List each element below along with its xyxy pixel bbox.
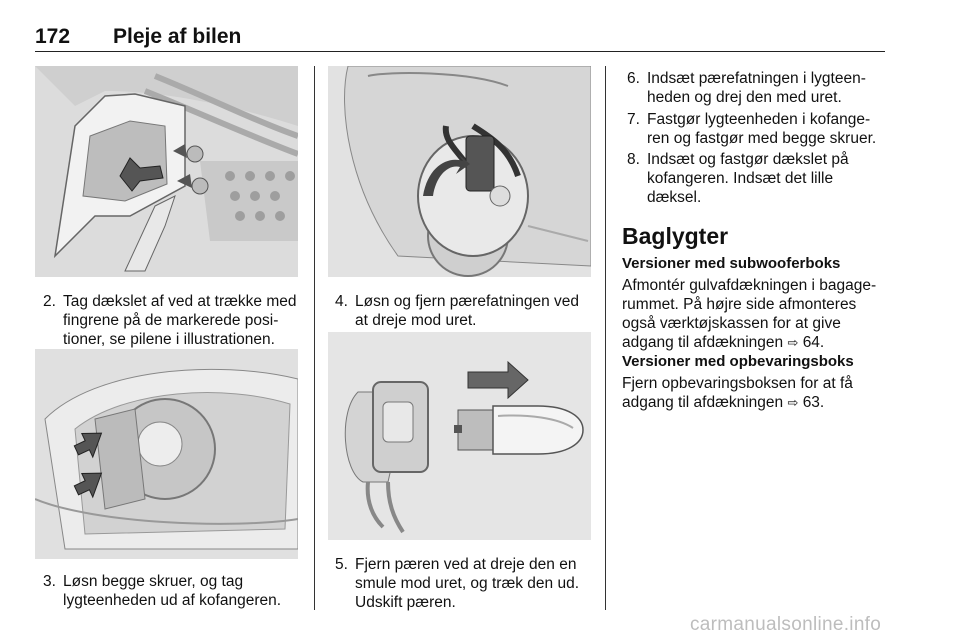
paragraph-line-with-ref xyxy=(622,333,892,352)
step-line: Indsæt og fastgør dækslet på xyxy=(647,151,849,168)
paragraph-line: Afmontér gulvafdækningen i bagage- xyxy=(622,277,877,294)
paragraph-text: adgang til afdækningen xyxy=(622,334,784,351)
step-line: Løsn begge skruer, og tag xyxy=(63,573,244,590)
step-line: lygteenheden ud af kofangeren. xyxy=(63,592,282,609)
page-title: Pleje af bilen xyxy=(113,25,242,48)
step-line: tioner, se pilene i illustrationen. xyxy=(63,331,275,348)
step-7 xyxy=(627,110,892,150)
step-3 xyxy=(43,572,305,612)
figure-bulb-removal xyxy=(328,332,591,540)
column-divider-1 xyxy=(314,66,315,610)
paragraph-subwoofer xyxy=(622,276,892,352)
page-number: 172 xyxy=(35,25,71,48)
header-rule xyxy=(35,51,885,52)
step-4 xyxy=(335,292,597,332)
step-number: 6. xyxy=(627,70,640,87)
step-6 xyxy=(627,69,892,109)
page-reference-icon: ⇨ xyxy=(787,335,799,350)
paragraph-line-with-ref xyxy=(622,393,892,412)
figure-bulb-holder xyxy=(328,66,591,277)
section-heading: Baglygter xyxy=(622,223,729,249)
step-line: smule mod uret, og træk den ud. xyxy=(355,575,580,592)
step-number: 7. xyxy=(627,111,640,128)
step-text xyxy=(647,150,849,207)
step-number: 4. xyxy=(335,293,348,310)
step-line: Løsn og fjern pærefatningen ved xyxy=(355,293,580,310)
column-divider-2 xyxy=(605,66,606,610)
paragraph-line: også værktøjskassen for at give xyxy=(622,315,841,332)
step-line: Tag dækslet af ved at trække med xyxy=(63,293,297,310)
step-line: at dreje mod uret. xyxy=(355,312,477,329)
step-line: Fastgør lygteenheden i kofange- xyxy=(647,111,871,128)
step-line: dæksel. xyxy=(647,189,702,206)
step-text xyxy=(63,292,296,349)
step-line: heden og drej den med uret. xyxy=(647,89,842,106)
subheading-storage-box: Versioner med opbevaringsboks xyxy=(622,353,854,370)
watermark: carmanualsonline.info xyxy=(690,614,882,635)
paragraph-text: adgang til afdækningen xyxy=(622,394,784,411)
step-text xyxy=(355,292,579,330)
step-number: 8. xyxy=(627,151,640,168)
step-line: Fjern pæren ved at dreje den en xyxy=(355,556,577,573)
step-number: 5. xyxy=(335,556,348,573)
page-reference-icon: ⇨ xyxy=(787,395,799,410)
paragraph-line: Fjern opbevaringsboksen for at få xyxy=(622,375,853,392)
step-number: 3. xyxy=(43,573,56,590)
step-text xyxy=(355,555,579,612)
step-2 xyxy=(43,292,305,352)
step-8 xyxy=(627,150,892,210)
paragraph-storage-box xyxy=(622,374,892,412)
subheading-subwoofer: Versioner med subwooferboks xyxy=(622,255,841,272)
step-text xyxy=(647,69,866,107)
figure-headlamp-screws xyxy=(35,349,298,559)
figure-cover-removal xyxy=(35,66,298,277)
step-line: kofangeren. Indsæt det lille xyxy=(647,170,834,187)
step-line: fingrene på de markerede posi- xyxy=(63,312,279,329)
step-line: Indsæt pærefatningen i lygteen- xyxy=(647,70,866,87)
step-line: Udskift pæren. xyxy=(355,594,456,611)
page-reference-link[interactable]: 63. xyxy=(802,394,825,411)
page-reference-link[interactable]: 64. xyxy=(802,334,825,351)
step-5 xyxy=(335,555,600,615)
step-line: ren og fastgør med begge skruer. xyxy=(647,130,877,147)
step-number: 2. xyxy=(43,293,56,310)
step-text xyxy=(63,572,281,610)
paragraph-line: rummet. På højre side afmonteres xyxy=(622,296,857,313)
step-text xyxy=(647,110,876,148)
